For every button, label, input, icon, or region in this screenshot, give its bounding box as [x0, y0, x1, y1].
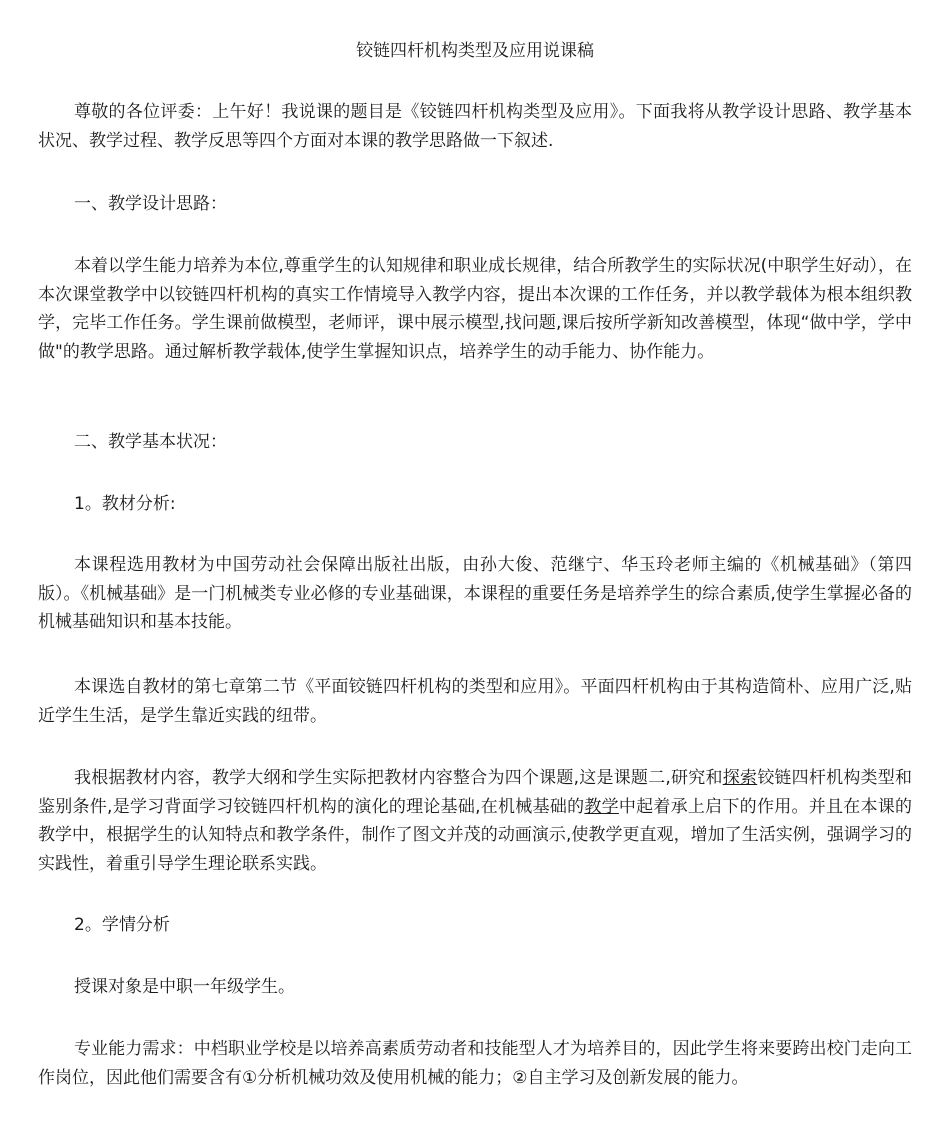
- text-run: 我根据教材内容，教学大纲和学生实际把教材内容整合为四个课题,这是课题二,研究和: [74, 768, 723, 788]
- paragraph-design: 本着以学生能力培养为本位,尊重学生的认知规律和职业成长规律，结合所教学生的实际状况(中职学生好动），在本次课堂教学中以铰链四杆机构的真实工作情境导入教学内容，提出本次课的工作任务，并以教学载体为根本组织教学，完毕工作任务。学生课前做模型，老师评，课中展示模型,找问题,课后按所学新知改善模型，体现“做中学，学中做"的教学思路。通过解析教学载体,使学生掌握知识点，培养学生的动手能力、协作能力。: [38, 256, 912, 362]
- underlined-link-teaching[interactable]: 教学: [584, 796, 619, 817]
- paragraph-textbook: 本课程选用教材为中国劳动社会保障出版社出版，由孙大俊、范继宁、华玉玲老师主编的《机械基础》（第四版）。《机械基础》是一门机械类专业必修的专业基础课，本课程的重要任务是培养学生的综合素质,使学生掌握必备的机械基础知识和基本技能。: [38, 555, 912, 632]
- subheading-learner-analysis: 2。学情分析: [74, 915, 170, 935]
- paragraph-ability: 专业能力需求：中档职业学校是以培养高素质劳动者和技能型人才为培养目的，因此学生将来要跨出校门走向工作岗位，因此他们需要含有①分析机械功效及使用机械的能力；②自主学习及创新发展的能力。: [38, 1039, 912, 1088]
- section-heading-design: 一、教学设计思路：: [74, 194, 227, 214]
- underlined-link-explore[interactable]: 探索: [722, 768, 758, 788]
- text-run: 铰链四杆机构类型和鉴别条件,是学习背面学习铰链四杆机构的演化的理论基础,在机械基础的: [38, 768, 913, 817]
- paragraph-audience: 授课对象是中职一年级学生。: [74, 977, 295, 997]
- paragraph-integration: [38, 764, 912, 878]
- paragraph-greeting: 尊敬的各位评委：上午好！我说课的题目是《铰链四杆机构类型及应用》。下面我将从教学设计思路、教学基本状况、教学过程、教学反思等四个方面对本课的教学思路做一下叙述.: [38, 102, 912, 151]
- paragraph-chapter: 本课选自教材的第七章第二节《平面铰链四杆机构的类型和应用》。平面四杆机构由于其构造简朴、应用广泛,贴近学生生活，是学生靠近实践的纽带。: [38, 677, 912, 726]
- document-title: 铰链四杆机构类型及应用说课稿: [356, 41, 594, 61]
- text-run: 中起着承上启下的作用。并且在本课的教学中，根据学生的认知特点和教学条件，制作了图文并茂的动画演示,使教学更直观，增加了生活实例，强调学习的实践性，着重引导学生理论联系实践。: [38, 796, 913, 874]
- section-heading-basic: 二、教学基本状况：: [74, 432, 227, 452]
- subheading-textbook: 1。教材分析:: [74, 494, 176, 514]
